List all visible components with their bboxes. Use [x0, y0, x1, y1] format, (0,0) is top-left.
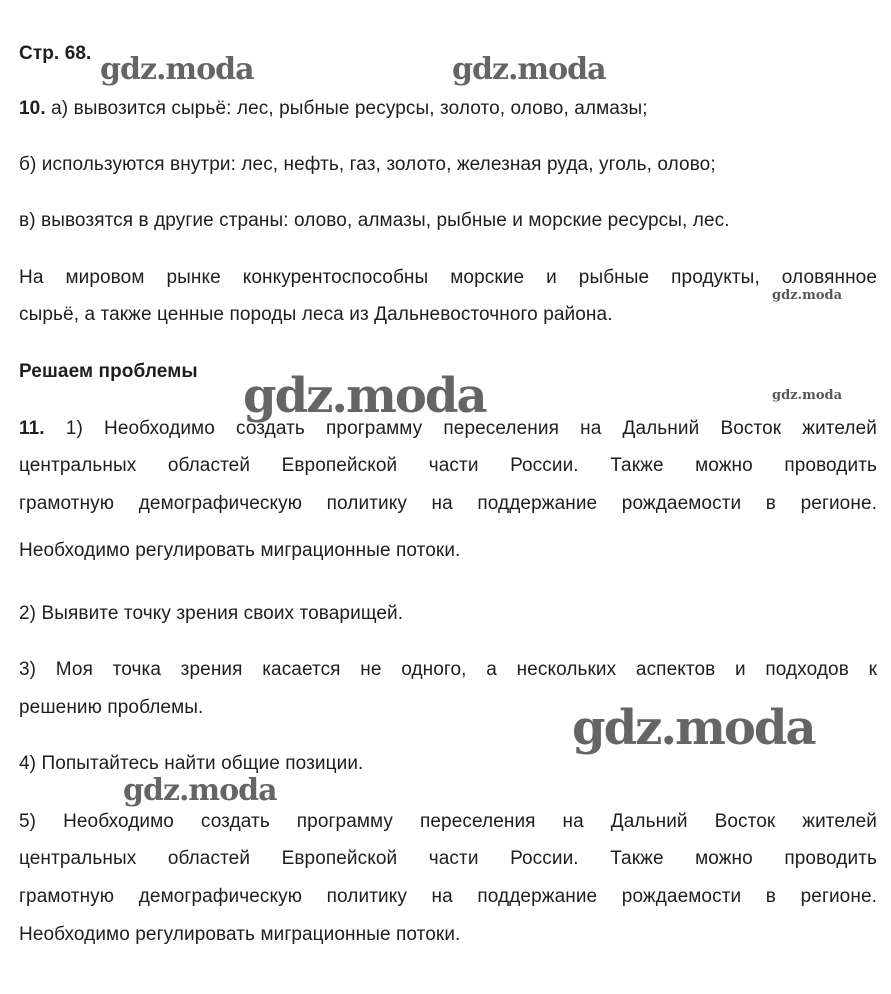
page-reference: Стр. 68.	[19, 43, 92, 64]
task-11-p4: 4) Попытайтесь найти общие позиции.	[19, 753, 364, 774]
task-11-p5-line-3: грамотную демографическую политику на поддержание рождаемости в регионе.	[19, 886, 877, 907]
task-11-p1-text: 1) Необходимо создать программу переселения на Дальний Восток жителей	[44, 418, 877, 439]
task-10-line-c: в) вывозятся в другие страны: олово, алмазы, рыбные и морские ресурсы, лес.	[19, 210, 730, 231]
task-11-p2: 2) Выявите точку зрения своих товарищей.	[19, 603, 404, 624]
task-10-summary-line-2: сырьё, а также ценные породы леса из Дальневосточного района.	[19, 304, 613, 325]
task-11-p5-line-2: центральных областей Европейской части России. Также можно проводить	[19, 848, 877, 869]
task-11-p5-line-1: 5) Необходимо создать программу переселения на Дальний Восток жителей	[19, 811, 877, 832]
task-10-summary-line-1: На мировом рынке конкурентоспособны морские и рыбные продукты, оловянное	[19, 267, 877, 288]
watermark-logo-large: gdz.moda	[243, 368, 486, 424]
watermark-logo-large: gdz.moda	[572, 700, 815, 756]
watermark-logo-small: gdz.moda	[772, 288, 843, 303]
task-11-p1-line-2: центральных областей Европейской части России. Также можно проводить	[19, 455, 877, 476]
task-10-line-b: б) используются внутри: лес, нефть, газ, золото, железная руда, уголь, олово;	[19, 154, 716, 175]
watermark-logo: gdz.moda	[452, 52, 606, 87]
task-11-p5-line-4: Необходимо регулировать миграционные потоки.	[19, 924, 461, 945]
task-10-line-a	[19, 97, 648, 121]
task-11-p3-line-2: решению проблемы.	[19, 697, 204, 718]
task-11-p3-line-1: 3) Моя точка зрения касается не одного, а нескольких аспектов и подходов к	[19, 659, 877, 680]
watermark-logo: gdz.moda	[100, 52, 254, 87]
watermark-logo-small: gdz.moda	[772, 388, 843, 403]
task-11-number: 11.	[19, 418, 45, 439]
task-10-number: 10.	[19, 98, 46, 119]
task-11-p1-line-4: Необходимо регулировать миграционные потоки.	[19, 540, 461, 561]
task-10-a-text: а) вывозится сырьё: лес, рыбные ресурсы, золото, олово, алмазы;	[45, 98, 648, 119]
task-11-p1-line-3: грамотную демографическую политику на поддержание рождаемости в регионе.	[19, 493, 877, 514]
section-title: Решаем проблемы	[19, 361, 198, 382]
watermark-logo: gdz.moda	[123, 773, 277, 808]
